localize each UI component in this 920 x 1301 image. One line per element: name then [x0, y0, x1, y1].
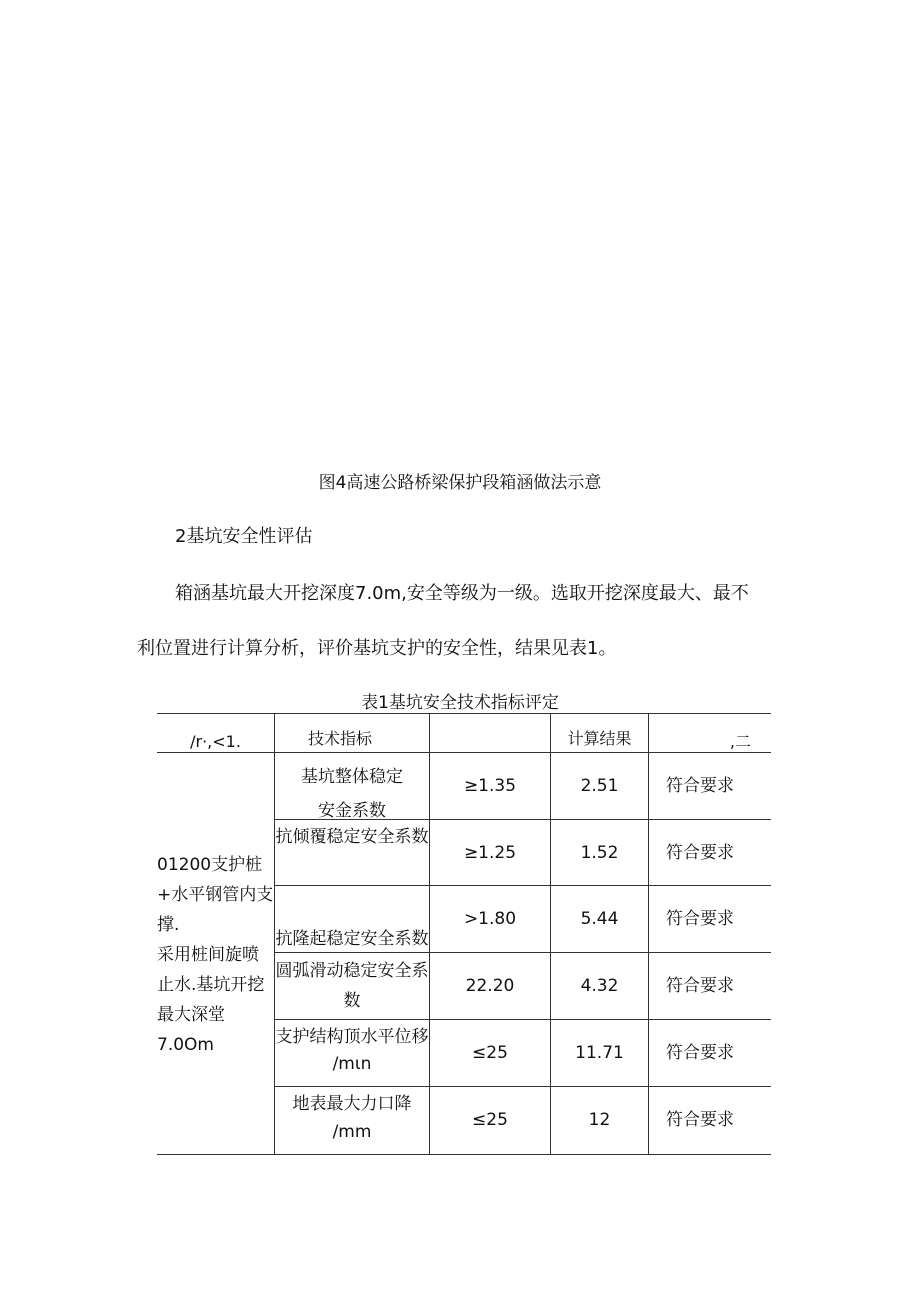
evaluation-cell: 符合要求 [666, 976, 734, 996]
row-divider-5 [274, 1086, 771, 1087]
indicator-cell: 抗隆起稳定安全系数 [275, 929, 429, 949]
evaluation-cell: 符合要求 [666, 1110, 734, 1130]
result-cell: 1.52 [580, 843, 619, 863]
row-divider-4 [274, 1019, 771, 1020]
table-title: 表1基坑安全技术指标评定 [361, 693, 559, 713]
table-bottom-rule [157, 1154, 771, 1155]
header-indicator: 技术指标 [308, 729, 373, 748]
indicator-cell: /mm [332, 1122, 372, 1142]
evaluation-cell: 符合要求 [666, 909, 734, 929]
table-top-rule [157, 713, 771, 714]
section-heading: 2基坑安全性评估 [175, 526, 313, 547]
standard-cell: ≥1.35 [463, 776, 517, 796]
indicator-cell: 地表最大力口降 [292, 1094, 412, 1114]
result-cell: 12 [588, 1110, 611, 1130]
evaluation-cell: 符合要求 [666, 776, 734, 796]
header-result: 计算结果 [567, 729, 632, 748]
header-scheme: /r·,<1. [190, 732, 241, 751]
row-divider-2 [274, 885, 771, 886]
paragraph-line-1: 箱涵基坑最大开挖深度7.0m,安全等级为一级。选取开挖深度最大、最不 [175, 583, 749, 604]
scheme-line: 止水.基坑开挖 [157, 975, 265, 995]
result-cell: 4.32 [580, 976, 619, 996]
paragraph-line-2: 利位置进行计算分析，评价基坑支护的安全性，结果见表1。 [137, 638, 617, 659]
scheme-line: 撑. [157, 915, 180, 935]
support-scheme-cell [157, 850, 275, 1060]
standard-cell: ≤25 [472, 1110, 508, 1130]
evaluation-cell: 符合要求 [666, 1043, 734, 1063]
indicator-cell: 支护结构顶水平位移 [275, 1027, 429, 1047]
standard-cell: 22.20 [465, 976, 515, 996]
indicator-cell: 圆弧滑动稳定安全系 [275, 961, 429, 981]
indicator-cell: 抗倾覆稳定安全系数 [275, 827, 429, 847]
standard-cell: >1.80 [463, 909, 517, 929]
header-evaluation: ,二 [729, 732, 751, 751]
standard-cell: ≥1.25 [463, 843, 517, 863]
standard-cell: ≤25 [472, 1043, 508, 1063]
indicator-cell: 基坑整体稳定 [301, 767, 403, 787]
scheme-line: +水平钢管内支 [157, 885, 274, 905]
scheme-line: 采用桩间旋喷 [157, 945, 259, 965]
scheme-line: 最大深堂 [157, 1005, 225, 1025]
indicator-cell: /mιn [332, 1054, 372, 1074]
indicator-cell: 安金系数 [318, 801, 386, 821]
figure-caption: 图4高速公路桥梁保护段箱涵做法示意 [318, 473, 602, 493]
result-cell: 5.44 [580, 909, 619, 929]
scheme-line: 01200支护桩 [157, 855, 263, 875]
scheme-line: 7.0Om [157, 1035, 214, 1055]
indicator-cell: 数 [343, 991, 361, 1011]
result-cell: 2.51 [580, 776, 619, 796]
result-cell: 11.71 [575, 1043, 624, 1063]
evaluation-cell: 符合要求 [666, 843, 734, 863]
